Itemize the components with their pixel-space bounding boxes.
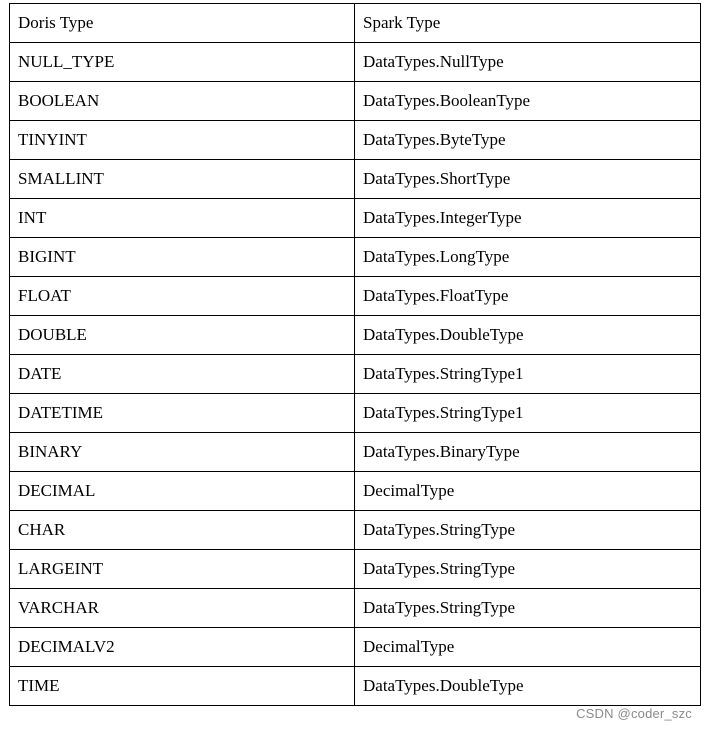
doris-type-cell: VARCHAR xyxy=(10,589,355,628)
table-row xyxy=(10,394,701,433)
doris-type-cell: DATETIME xyxy=(10,394,355,433)
table-row xyxy=(10,199,701,238)
doris-type-cell: BIGINT xyxy=(10,238,355,277)
spark-type-cell: DataTypes.StringType xyxy=(355,550,701,589)
header-doris-type: Doris Type xyxy=(10,4,355,43)
table-row xyxy=(10,472,701,511)
doris-type-cell: DATE xyxy=(10,355,355,394)
table-header-row xyxy=(10,4,701,43)
doris-type-cell: NULL_TYPE xyxy=(10,43,355,82)
table-row xyxy=(10,589,701,628)
table-row xyxy=(10,121,701,160)
spark-type-cell: DataTypes.StringType xyxy=(355,589,701,628)
doris-type-cell: DOUBLE xyxy=(10,316,355,355)
spark-type-cell: DataTypes.LongType xyxy=(355,238,701,277)
spark-type-cell: DataTypes.StringType xyxy=(355,511,701,550)
spark-type-cell: DataTypes.DoubleType xyxy=(355,316,701,355)
spark-type-cell: DataTypes.ShortType xyxy=(355,160,701,199)
doris-type-cell: TIME xyxy=(10,667,355,706)
doris-type-cell: INT xyxy=(10,199,355,238)
spark-type-cell: DecimalType xyxy=(355,472,701,511)
doris-type-cell: BINARY xyxy=(10,433,355,472)
table-row xyxy=(10,550,701,589)
table-row xyxy=(10,511,701,550)
doris-type-cell: CHAR xyxy=(10,511,355,550)
spark-type-cell: DataTypes.BooleanType xyxy=(355,82,701,121)
header-spark-type: Spark Type xyxy=(355,4,701,43)
doris-type-cell: FLOAT xyxy=(10,277,355,316)
spark-type-cell: DataTypes.StringType1 xyxy=(355,394,701,433)
type-mapping-table xyxy=(9,3,701,706)
table-row xyxy=(10,628,701,667)
doris-type-cell: DECIMAL xyxy=(10,472,355,511)
table-row xyxy=(10,160,701,199)
spark-type-cell: DataTypes.NullType xyxy=(355,43,701,82)
spark-type-cell: DataTypes.FloatType xyxy=(355,277,701,316)
table-body xyxy=(10,4,701,706)
doris-type-cell: DECIMALV2 xyxy=(10,628,355,667)
spark-type-cell: DataTypes.BinaryType xyxy=(355,433,701,472)
table-row xyxy=(10,238,701,277)
spark-type-cell: DataTypes.DoubleType xyxy=(355,667,701,706)
table-row xyxy=(10,433,701,472)
doris-type-cell: SMALLINT xyxy=(10,160,355,199)
table-row xyxy=(10,355,701,394)
spark-type-cell: DataTypes.StringType1 xyxy=(355,355,701,394)
table-row xyxy=(10,316,701,355)
csdn-watermark: CSDN @coder_szc xyxy=(576,706,692,721)
doris-type-cell: TINYINT xyxy=(10,121,355,160)
doris-type-cell: LARGEINT xyxy=(10,550,355,589)
table-row xyxy=(10,82,701,121)
spark-type-cell: DataTypes.IntegerType xyxy=(355,199,701,238)
spark-type-cell: DecimalType xyxy=(355,628,701,667)
table-row xyxy=(10,43,701,82)
doris-type-cell: BOOLEAN xyxy=(10,82,355,121)
table-row xyxy=(10,667,701,706)
table-row xyxy=(10,277,701,316)
spark-type-cell: DataTypes.ByteType xyxy=(355,121,701,160)
